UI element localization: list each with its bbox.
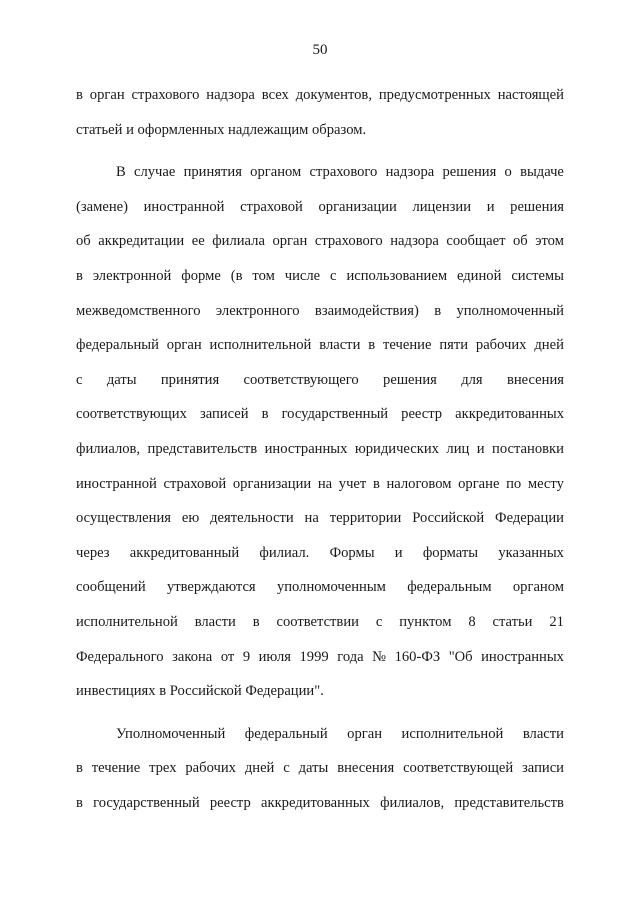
- text-line: Уполномоченный федеральный орган исполнительной власти: [116, 725, 564, 742]
- text-line: филиалов, представительств иностранных юридических лиц и постановки: [76, 440, 564, 457]
- text-line: инвестициях в Российской Федерации".: [76, 683, 324, 700]
- text-line: иностранной страховой организации на учет в налоговом органе по месту: [76, 475, 564, 492]
- text-line: (замене) иностранной страховой организации лицензии и решения: [76, 198, 564, 215]
- text-line: в орган страхового надзора всех документов, предусмотренных настоящей: [76, 87, 564, 103]
- text-line: в течение трех рабочих дней с даты внесения соответствующей записи: [76, 760, 564, 777]
- paragraph: [76, 155, 564, 709]
- text-line: межведомственного электронного взаимодействия) в уполномоченный: [76, 302, 564, 319]
- body-text: [76, 78, 564, 820]
- text-line: в электронной форме (в том числе с использованием единой системы: [76, 267, 564, 284]
- text-line: с даты принятия соответствующего решения для внесения: [76, 371, 564, 388]
- text-line: исполнительной власти в соответствии с пунктом 8 статьи 21: [76, 613, 564, 630]
- paragraph: [76, 717, 564, 821]
- text-line: В случае принятия органом страхового надзора решения о выдаче: [116, 164, 564, 181]
- text-line: соответствующих записей в государственный реестр аккредитованных: [76, 406, 564, 423]
- text-line: осуществления ею деятельности на территории Российской Федерации: [76, 510, 564, 527]
- text-line: об аккредитации ее филиала орган страхового надзора сообщает об этом: [76, 233, 564, 250]
- text-line: в государственный реестр аккредитованных филиалов, представительств: [76, 794, 564, 811]
- text-line: через аккредитованный филиал. Формы и форматы указанных: [76, 544, 564, 561]
- text-line: Федерального закона от 9 июля 1999 года № 160-ФЗ "Об иностранных: [76, 648, 564, 665]
- text-line: федеральный орган исполнительной власти в течение пяти рабочих дней: [76, 337, 564, 354]
- paragraph: [76, 78, 564, 147]
- text-line: статьей и оформленных надлежащим образом.: [76, 121, 367, 138]
- text-line: сообщений утверждаются уполномоченным федеральным органом: [76, 579, 564, 596]
- page-number: 50: [312, 42, 328, 58]
